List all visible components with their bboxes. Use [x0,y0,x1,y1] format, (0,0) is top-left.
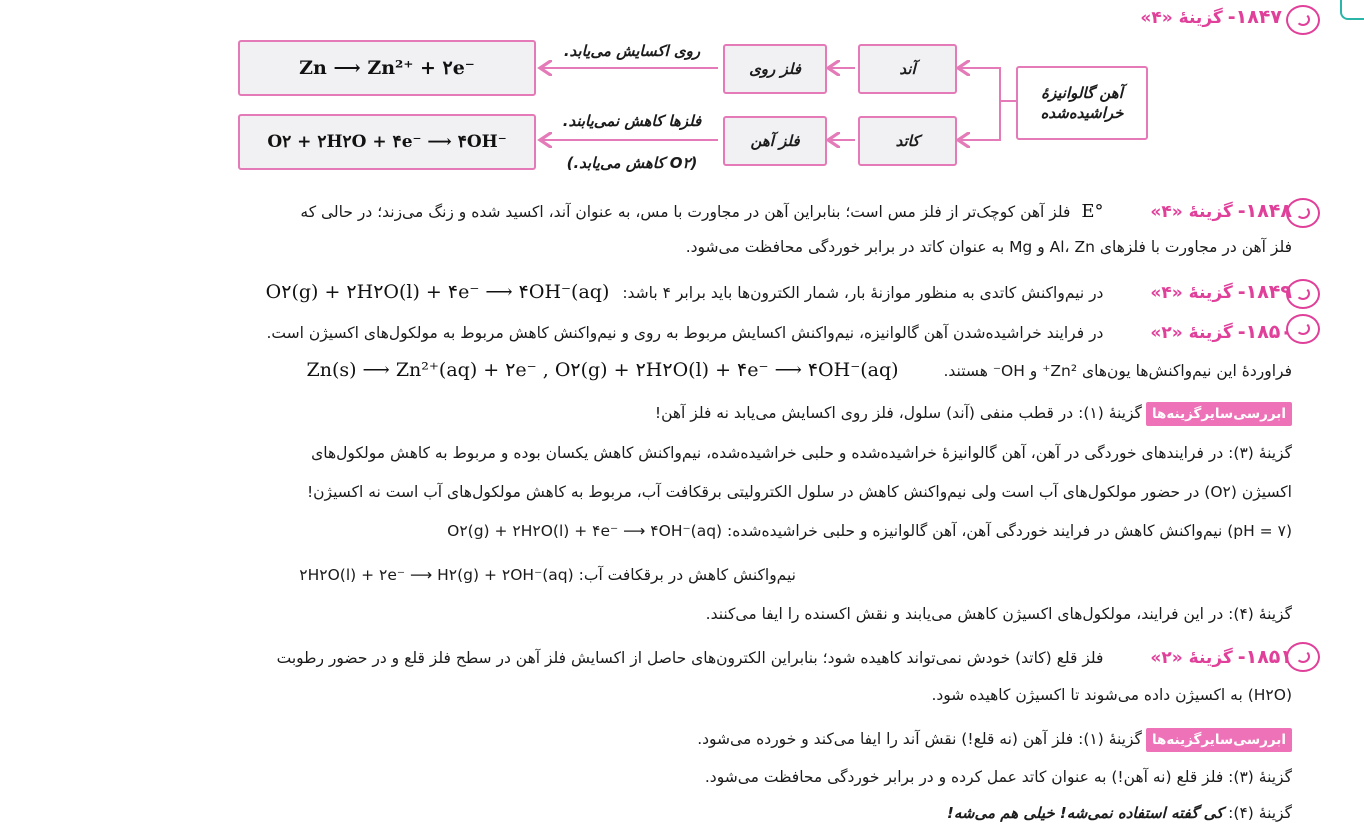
q1851-line2: (H۲O) به اکسیژن داده می‌شوند تا اکسیژن کاهیده شود. [931,686,1292,704]
q1850-opt1: ابررسی‌سایرگزینه‌هاگزینهٔ (۱): در قطب منفی (آند) سلول، فلز روی اکسایش می‌یابد نه فلز آهن! [96,402,1292,426]
reduction-label: فلزها کاهش نمی‌یابند. [562,112,702,130]
q1849-line: ۱۸۴۹- گزینهٔ «۴» در نیم‌واکنش کاتدی به منظور موازنهٔ بار، شمار الکترون‌ها باید برابر ۴ باشد: O۲(g) + ۲H۲O(l) + ۴e⁻ ⟶ ۴OH⁻(aq) [265,281,1292,303]
cathode-box: کاتد [858,116,957,166]
q1851-line1: ۱۸۵۱- گزینهٔ «۲» فلز قلع (کاتد) خودش نمی‌تواند کاهیده شود؛ بنابراین الکترون‌های حاصل از اکسایش فلز آهن در سطح فلز قلع و در حضور رطوبت [276,646,1292,668]
oxygen-equation-box: O۲ + ۲H۲O + ۴e⁻ ⟶ ۴OH⁻ [238,114,536,170]
q1848-line2: فلز آهن در مجاورت با فلزهای Al، Zn و Mg به عنوان کاتد در برابر خوردگی محافظت می‌شود. [685,238,1292,256]
q1850-opt3-line4: نیم‌واکنش کاهش در برقکافت آب: ۲H۲O(l) + ۲e⁻ ⟶ H۲(g) + ۲OH⁻(aq) [299,566,796,584]
q1851-opt1: ابررسی‌سایرگزینه‌هاگزینهٔ (۱): فلز آهن (نه قلع!) نقش آند را ایفا می‌کند و خورده می‌شود. [96,728,1292,752]
question-number: ۱۸۴۷- [1227,6,1282,28]
q1850-line2: فراوردهٔ این نیم‌واکنش‌ها یون‌های Zn²⁺ و OH⁻ هستند. Zn(s) ⟶ Zn²⁺(aq) + ۲e⁻ , O۲(g) + ۲H۲O(l) + ۴e⁻ ⟶ ۴OH⁻(aq) [306,359,1292,381]
anode-box: آند [858,44,957,94]
q1848-line1: ۱۸۴۸- گزینهٔ «۴» E° فلز آهن کوچک‌تر از فلز مس است؛ بنابراین آهن در مجاورت با مس، به عنوان آند، اکسید شده و زنگ می‌زند؛ در حالی که [300,200,1292,222]
answer-choice: گزینهٔ «۴» [1140,8,1223,28]
zinc-equation-box: Zn ⟶ Zn²⁺ + ۲e⁻ [238,40,536,96]
q1850-opt3-line1: گزینهٔ (۳): در فرایندهای خوردگی در آهن، آهن گالوانیزهٔ خراشیده‌شده و حلبی خراشیده‌شده، نیم‌واکنش کاهش یکسان بوده و مربوط به کاهش مولکول‌های [311,444,1292,462]
q1850-opt3-line2: اکسیژن (O۲) در حضور مولکول‌های آب است ولی نیم‌واکنش کاهش در سلول الکترولیتی برقکافت آب، مربوط به کاهش مولکول‌های آب است نه اکسیژن! [306,483,1292,501]
iron-metal-box: فلز آهن [723,116,827,166]
oxidation-label: روی اکسایش می‌یابد. [563,42,701,60]
q1850-opt4: گزینهٔ (۴): در این فرایند، مولکول‌های اکسیژن کاهش می‌یابند و نقش اکسنده را ایفا می‌کنند. [705,605,1292,623]
q1851-opt4: گزینهٔ (۴): کی گفته استفاده نمی‌شه! خیلی هم می‌شه! [947,804,1292,822]
reduction-label-2: (O۲ کاهش می‌یابد.) [566,154,698,172]
galvanized-iron-box: آهن گالوانیزهٔ خراشیده‌شده [1016,66,1148,140]
q1850-opt3-line3: (pH = ۷) نیم‌واکنش کاهش در فرایند خوردگی آهن، آهن گالوانیزه و حلبی خراشیده‌شده: O۲(g) + ۲H۲O(l) + ۴e⁻ ⟶ ۴OH⁻(aq) [447,522,1292,540]
q1851-opt3: گزینهٔ (۳): فلز قلع (نه آهن!) به عنوان کاتد عمل کرده و در برابر خوردگی محافظت می‌شود. [704,768,1292,786]
zinc-metal-box: فلز روی [723,44,827,94]
q1850-line1: ۱۸۵۰- گزینهٔ «۲» در فرایند خراشیده‌شدن آهن گالوانیزه، نیم‌واکنش اکسایش مربوط به روی و نیم‌واکنش کاهش مربوط به مولکول‌های اکسیژن است. [266,321,1292,343]
